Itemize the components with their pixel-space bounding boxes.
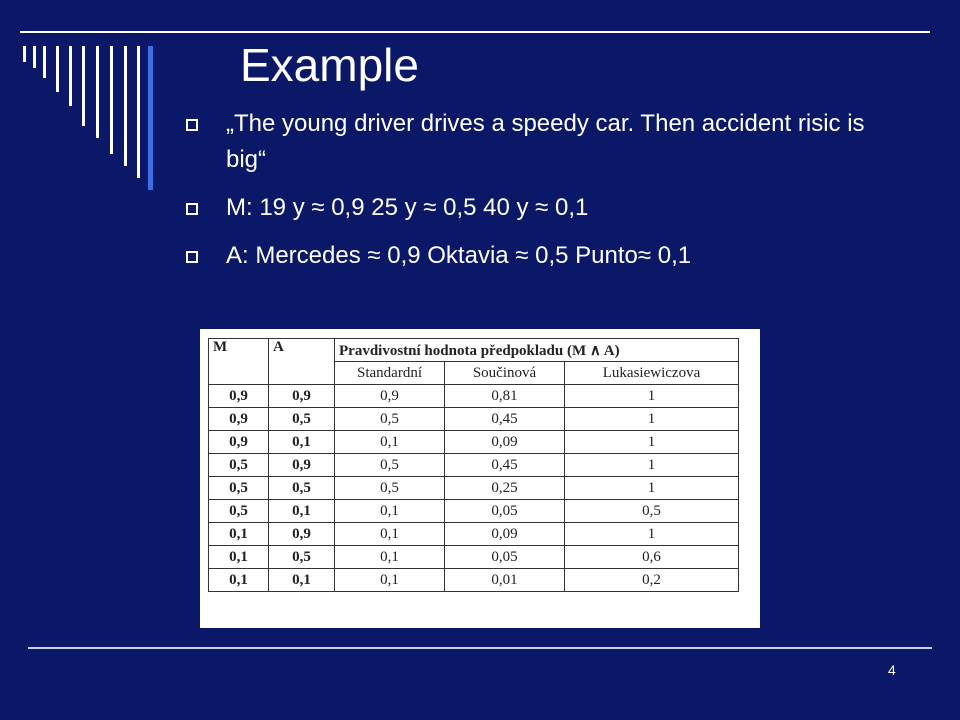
cell-product: 0,05 [445,500,565,523]
page-number: 4 [888,662,896,678]
bullet-text: M: 19 y ≈ 0,9 25 y ≈ 0,5 40 y ≈ 0,1 [226,194,589,221]
cell-standard: 0,9 [335,385,445,408]
cell-a: 0,1 [269,500,335,523]
bullet-list [186,106,906,286]
cell-lukasiewicz: 1 [565,454,739,477]
bullet-item [186,106,906,178]
cell-standard: 0,5 [335,477,445,500]
cell-lukasiewicz: 1 [565,431,739,454]
cell-product: 0,81 [445,385,565,408]
cell-a: 0,9 [269,454,335,477]
cell-m: 0,9 [209,431,269,454]
cell-a: 0,9 [269,385,335,408]
cell-product: 0,45 [445,454,565,477]
table-row [209,569,739,592]
square-bullet-icon [186,251,198,263]
cell-product: 0,09 [445,431,565,454]
cell-product: 0,45 [445,408,565,431]
bullet-item [186,238,906,274]
table-row [209,546,739,569]
square-bullet-icon [186,119,198,131]
cell-a: 0,5 [269,477,335,500]
cell-a: 0,1 [269,569,335,592]
cell-a: 0,5 [269,408,335,431]
cell-lukasiewicz: 1 [565,385,739,408]
cell-m: 0,9 [209,408,269,431]
table-row [209,408,739,431]
cell-a: 0,1 [269,431,335,454]
column-header-a: A [269,339,335,385]
truth-table [208,338,739,592]
cell-standard: 0,5 [335,408,445,431]
cell-product: 0,05 [445,546,565,569]
cell-standard: 0,1 [335,500,445,523]
table-row [209,431,739,454]
table-row [209,454,739,477]
cell-lukasiewicz: 1 [565,523,739,546]
slide-title: Example [240,39,419,91]
decorative-stripes [0,0,170,200]
cell-a: 0,5 [269,546,335,569]
cell-lukasiewicz: 0,6 [565,546,739,569]
truth-table-image [200,329,760,628]
cell-m: 0,5 [209,477,269,500]
table-row [209,385,739,408]
cell-m: 0,5 [209,500,269,523]
cell-standard: 0,1 [335,523,445,546]
table-row [209,477,739,500]
cell-lukasiewicz: 1 [565,408,739,431]
column-header-m: M [209,339,269,385]
cell-m: 0,1 [209,546,269,569]
column-header-product: Součinová [445,362,565,385]
cell-product: 0,25 [445,477,565,500]
cell-lukasiewicz: 1 [565,477,739,500]
cell-standard: 0,1 [335,546,445,569]
bullet-item [186,190,906,226]
cell-standard: 0,1 [335,569,445,592]
table-row [209,500,739,523]
cell-m: 0,5 [209,454,269,477]
cell-lukasiewicz: 0,5 [565,500,739,523]
bottom-rule [28,647,932,649]
column-header-standard: Standardní [335,362,445,385]
cell-m: 0,1 [209,523,269,546]
column-header-lukasiewicz: Lukasiewiczova [565,362,739,385]
cell-standard: 0,5 [335,454,445,477]
square-bullet-icon [186,203,198,215]
column-group-header: Pravdivostní hodnota předpokladu (M ∧ A) [335,339,739,362]
cell-a: 0,9 [269,523,335,546]
table-row [209,523,739,546]
bullet-text: „The young driver drives a speedy car. Then accident risic is big“ [226,110,865,173]
bullet-text: A: Mercedes ≈ 0,9 Oktavia ≈ 0,5 Punto≈ 0,1 [226,242,692,269]
cell-product: 0,01 [445,569,565,592]
cell-standard: 0,1 [335,431,445,454]
cell-product: 0,09 [445,523,565,546]
cell-lukasiewicz: 0,2 [565,569,739,592]
cell-m: 0,1 [209,569,269,592]
cell-m: 0,9 [209,385,269,408]
